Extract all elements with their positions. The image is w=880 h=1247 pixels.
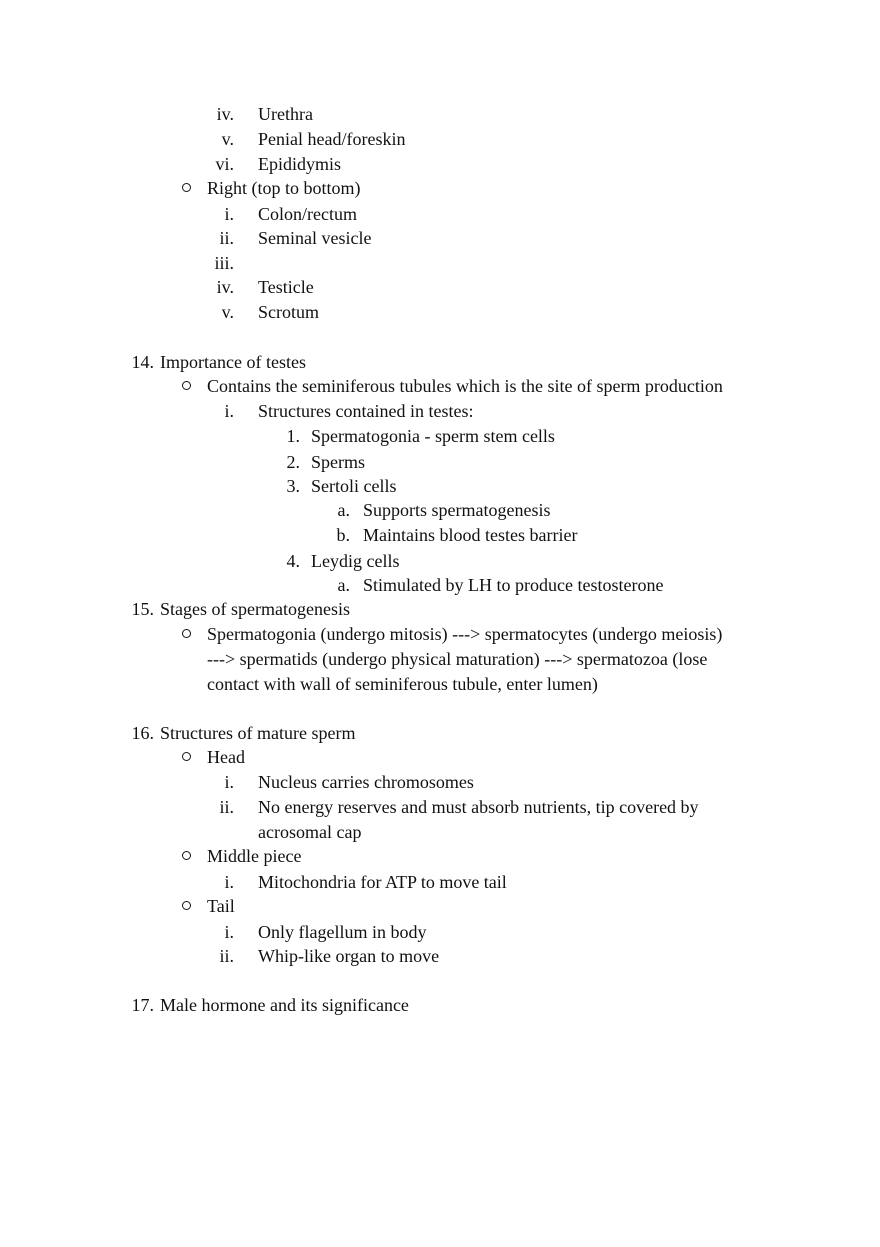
circle-bullet-icon (182, 752, 191, 761)
bullet-text: Middle piece (207, 846, 302, 866)
section-number: 17. (131, 995, 154, 1015)
bullet-text: Contains the seminiferous tubules which is the site of sperm production (207, 376, 723, 396)
list-marker: i. (224, 872, 234, 892)
list-text: Mitochondria for ATP to move tail (258, 872, 507, 892)
list-marker: iv. (216, 104, 234, 124)
list-text: Leydig cells (311, 551, 400, 571)
circle-bullet-icon (182, 851, 191, 860)
list-text: Stimulated by LH to produce testosterone (363, 575, 664, 595)
list-text: Seminal vesicle (258, 228, 372, 248)
bullet-text: Spermatogonia (undergo mitosis) ---> spermatocytes (undergo meiosis) (207, 624, 723, 644)
list-marker: ii. (219, 797, 234, 817)
list-marker: a. (337, 500, 350, 520)
list-marker: 4. (286, 551, 300, 571)
section-title: Male hormone and its significance (160, 995, 409, 1015)
list-text: Epididymis (258, 154, 342, 174)
list-text: Nucleus carries chromosomes (258, 772, 474, 792)
list-marker: i. (224, 922, 234, 942)
list-text: Penial head/foreskin (258, 129, 406, 149)
list-marker: vi. (215, 154, 234, 174)
list-text: No energy reserves and must absorb nutrients, tip covered by (258, 797, 699, 817)
section-title: Importance of testes (160, 352, 306, 372)
list-text: Structures contained in testes: (258, 401, 474, 421)
section-number: 14. (131, 352, 154, 372)
list-text: Urethra (258, 104, 313, 124)
list-marker: iv. (216, 277, 234, 297)
list-text: Scrotum (258, 302, 319, 322)
bullet-text: Tail (207, 896, 235, 916)
list-marker: v. (221, 129, 234, 149)
list-marker: ii. (219, 946, 234, 966)
list-text: Testicle (258, 277, 314, 297)
circle-bullet-icon (182, 183, 191, 192)
bullet-text: Right (top to bottom) (207, 178, 361, 198)
section-number: 16. (131, 723, 154, 743)
list-marker: i. (224, 772, 234, 792)
section-number: 15. (131, 599, 154, 619)
circle-bullet-icon (182, 381, 191, 390)
section-title: Structures of mature sperm (160, 723, 356, 743)
list-marker: ii. (219, 228, 234, 248)
list-text: Supports spermatogenesis (363, 500, 551, 520)
bullet-text: ---> spermatids (undergo physical maturation) ---> spermatozoa (lose (207, 649, 708, 669)
list-marker: 2. (286, 452, 300, 472)
list-marker: b. (336, 525, 350, 545)
circle-bullet-icon (182, 901, 191, 910)
bullet-text: contact with wall of seminiferous tubule, enter lumen) (207, 674, 598, 694)
list-marker: i. (224, 401, 234, 421)
bullet-text: Head (207, 747, 245, 767)
list-marker: 3. (286, 476, 300, 496)
list-text: acrosomal cap (258, 822, 362, 842)
list-marker: iii. (214, 253, 234, 273)
list-text: Spermatogonia - sperm stem cells (311, 426, 555, 446)
section-title: Stages of spermatogenesis (160, 599, 350, 619)
list-marker: 1. (286, 426, 300, 446)
list-text: Only flagellum in body (258, 922, 427, 942)
list-text: Maintains blood testes barrier (363, 525, 578, 545)
list-text: Whip-like organ to move (258, 946, 440, 966)
list-text: Sertoli cells (311, 476, 397, 496)
list-marker: a. (337, 575, 350, 595)
list-text: Sperms (311, 452, 365, 472)
list-text: Colon/rectum (258, 204, 357, 224)
circle-bullet-icon (182, 629, 191, 638)
list-marker: v. (221, 302, 234, 322)
list-marker: i. (224, 204, 234, 224)
